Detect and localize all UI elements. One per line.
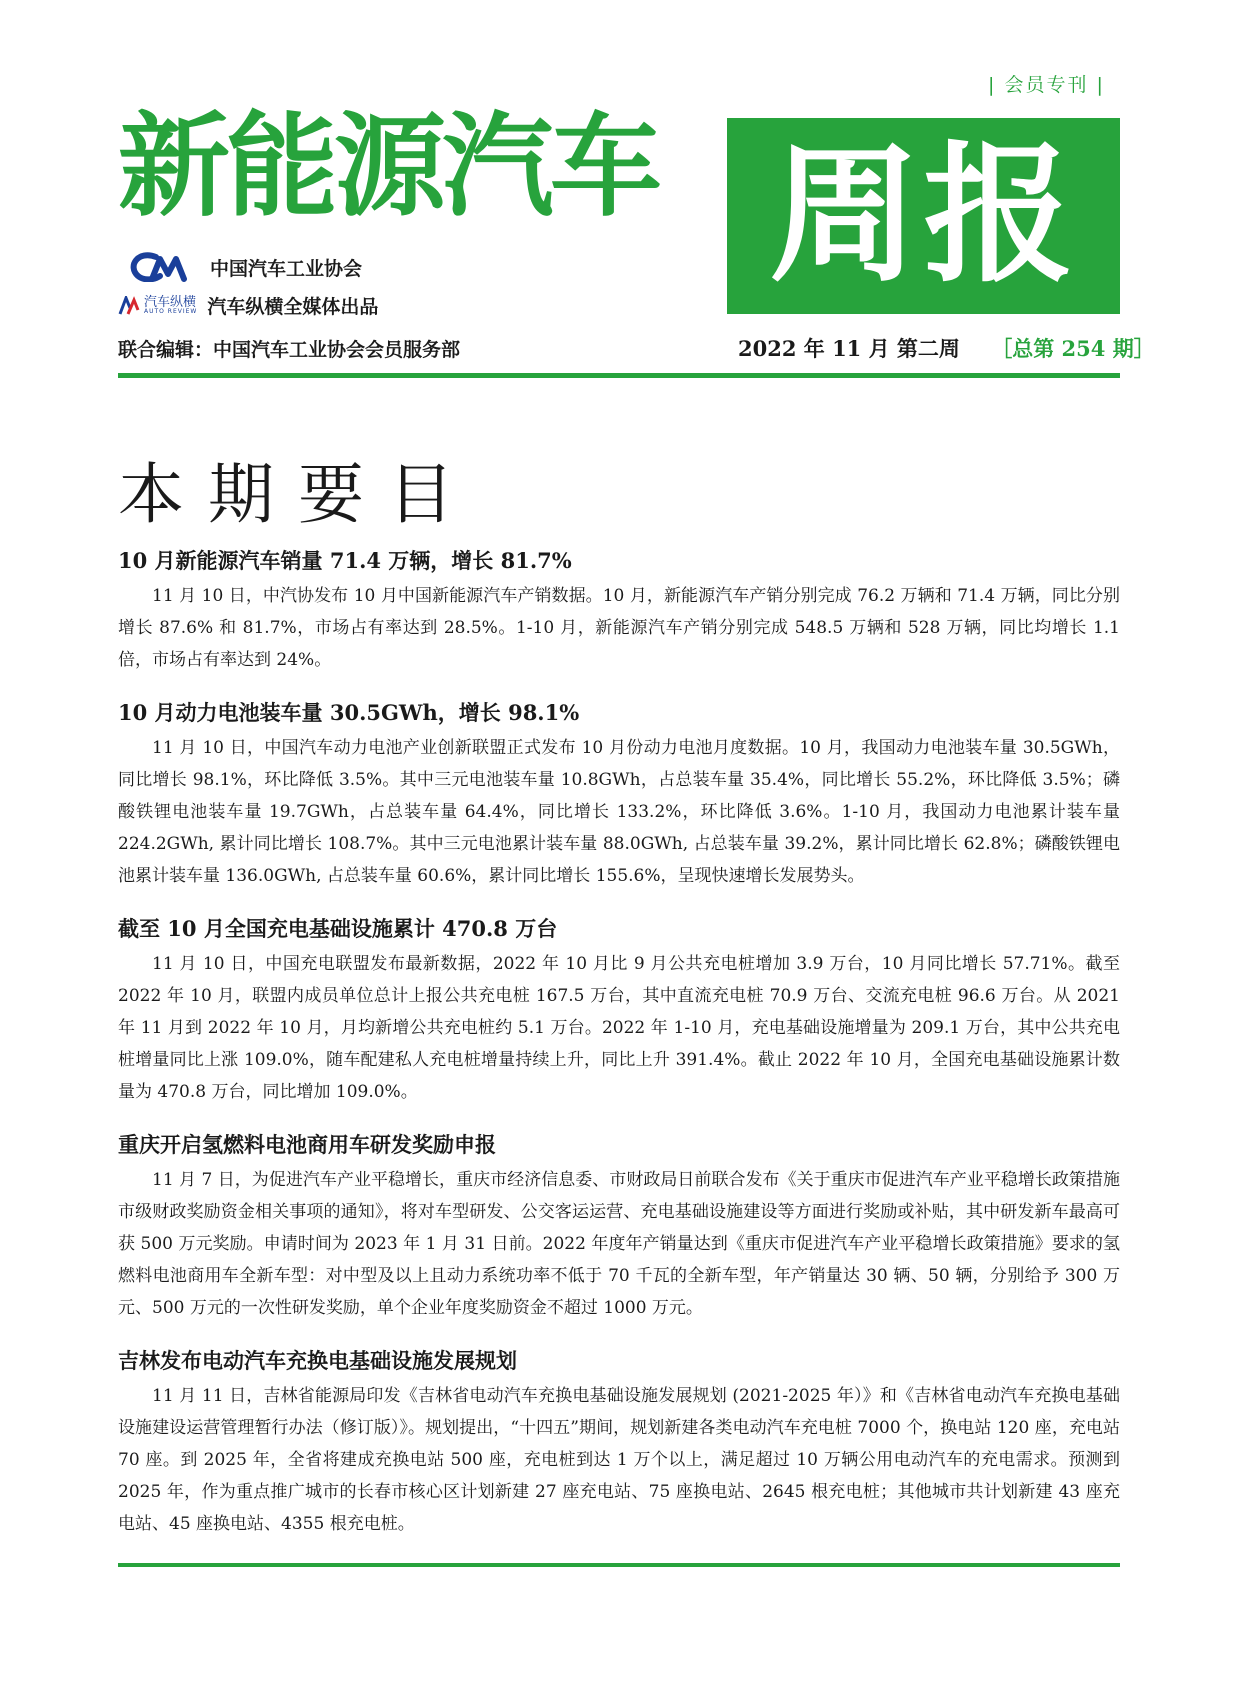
org-primary-row (130, 252, 362, 282)
article-item (118, 1130, 1120, 1324)
footer-divider (118, 1563, 1120, 1567)
article-title: 10 月新能源汽车销量 71.4 万辆，增长 81.7% (118, 548, 572, 573)
article-body: 11 月 10 日，中国汽车动力电池产业创新联盟正式发布 10 月份动力电池月度数据。10 月，我国动力电池装车量 30.5GWh，同比增长 98.1%，环比降低 3.5%。其中三元电池装车量 10.8GWh，占总装车量 35.4%，同比增长 55.2%，环比降低 3.5%；磷酸铁锂电池装车量 19.7GWh，占总装车量 64.4%，同比增长 133.2%，环比降低 3.6%。1-10 月，我国动力电池累计装车量 224.2GWh, 累计同比增长 108.7%。其中三元电池累计装车量 88.0GWh, 占总装车量 39.2%，累计同比增长 62.8%；磷酸铁锂电池累计装车量 136.0GWh, 占总装车量 60.6%，累计同比增长 155.6%，呈现快速增长发展势头。 (118, 738, 1120, 886)
article-title: 吉林发布电动汽车充换电基础设施发展规划 (118, 1348, 517, 1373)
auto-review-logo-cn: 汽车纵横 (144, 295, 197, 310)
header-divider (118, 373, 1120, 378)
article-body: 11 月 7 日，为促进汽车产业平稳增长，重庆市经济信息委、市财政局日前联合发布《关于重庆市促进汽车产业平稳增长政策措施市级财政奖励资金相关事项的通知》，将对车型研发、公交客运运营、充电基础设施建设等方面进行奖励或补贴，其中研发新车最高可获 500 万元奖励。申请时间为 2023 年 1 月 31 日前。2022 年度年产销量达到《重庆市促进汽车产业平稳增长政策措施》要求的氢燃料电池商用车全新车型：对中型及以上且动力系统功率不低于 70 千瓦的全新车型，年产销量达 30 辆、50 辆，分别给予 300 万元、500 万元的一次性研发奖励，单个企业年度奖励资金不超过 1000 万元。 (118, 1170, 1120, 1318)
article-item (118, 1346, 1120, 1540)
brand-badge-text: 周报 (769, 129, 1078, 303)
issue-info (738, 333, 1155, 363)
brand-badge (727, 118, 1120, 314)
article-body: 11 月 10 日，中国充电联盟发布最新数据，2022 年 10 月比 9 月公共充电桩增加 3.9 万台，10 月同比增长 57.71%。截至 2022 年 10 月，联盟内成员单位总计上报公共充电桩 167.5 万台，其中直流充电桩 70.9 万台、交流充电桩 96.6 万台。从 2021 年 11 月到 2022 年 10 月，月均新增公共充电桩约 5.1 万台。2022 年 1-10 月，充电基础设施增量为 209.1 万台，其中公共充电桩增量同比上涨 109.0%，随车配建私人充电桩增量持续上升，同比上升 391.4%。截止 2022 年 10 月，全国充电基础设施累计数量为 470.8 万台，同比增加 109.0%。 (118, 954, 1120, 1102)
issue-date: 2022 年 11 月 第二周 (738, 336, 960, 361)
org-secondary: 汽车纵横全媒体出品 (207, 296, 379, 318)
page-title: 本期要目 (118, 456, 478, 534)
article-title: 10 月动力电池装车量 30.5GWh，增长 98.1% (118, 700, 580, 725)
caam-logo-icon (130, 252, 192, 282)
article-item (118, 698, 1120, 892)
editor-line: 联合编辑：中国汽车工业协会会员服务部 (118, 339, 461, 361)
article-body: 11 月 10 日，中汽协发布 10 月中国新能源汽车产销数据。10 月，新能源汽车产销分别完成 76.2 万辆和 71.4 万辆，同比分别增长 87.6% 和 81.7%，市场占有率达到 28.5%。1-10 月，新能源汽车产销分别完成 548.5 万辆和 528 万辆，同比均增长 1.1 倍，市场占有率达到 24%。 (118, 586, 1120, 670)
article-item (118, 914, 1120, 1108)
auto-review-logo-en: AUTO REVIEW (144, 308, 198, 315)
article-list (118, 546, 1120, 1562)
auto-review-mark-icon (118, 296, 140, 316)
article-title: 截至 10 月全国充电基础设施累计 470.8 万台 (118, 916, 558, 941)
brand-title: 新能源汽车 (118, 102, 658, 232)
org-primary: 中国汽车工业协会 (210, 257, 363, 280)
issue-number: ［总第 254 期］ (991, 336, 1155, 361)
org-secondary-row (118, 292, 378, 319)
article-title: 重庆开启氢燃料电池商用车研发奖励申报 (118, 1132, 496, 1157)
member-tag: | 会员专刊 | (988, 74, 1105, 96)
article-body: 11 月 11 日，吉林省能源局印发《吉林省电动汽车充换电基础设施发展规划 (2021-2025 年）》和《吉林省电动汽车充换电基础设施建设运营管理暂行办法（修订版）》。规划提出，“十四五”期间，规划新建各类电动汽车充电桩 7000 个，换电站 120 座，充电站 70 座。到 2025 年，全省将建成充换电站 500 座，充电桩到达 1 万个以上，满足超过 10 万辆公用电动汽车的充电需求。预测到 2025 年，作为重点推广城市的长春市核心区计划新建 27 座充电站、75 座换电站、2645 根充电桩；其他城市共计划新建 43 座充电站、45 座换电站、4355 根充电桩。 (118, 1386, 1120, 1534)
article-item (118, 546, 1120, 676)
auto-review-logo (118, 296, 197, 316)
